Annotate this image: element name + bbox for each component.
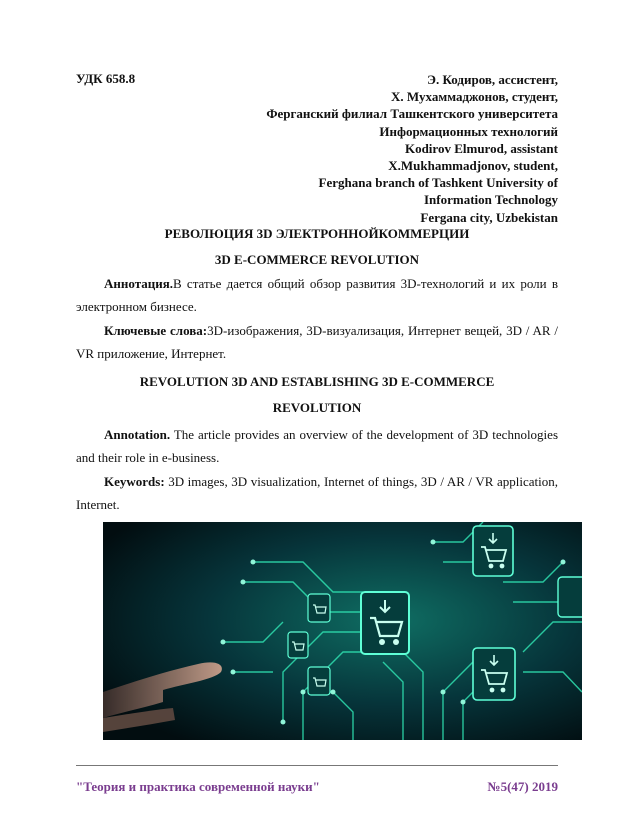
- author-block: [138, 71, 558, 226]
- author-line: Kodirov Elmurod, assistant: [404, 140, 558, 156]
- abstract-label: Аннотация.: [104, 276, 174, 291]
- author-line: Х. Мухаммаджонов, студент,: [391, 89, 558, 105]
- author-line: Ферганский филиал Ташкентского университета: [266, 106, 558, 122]
- author-line: Информационных технологий: [379, 123, 558, 139]
- title-russian: РЕВОЛЮЦИЯ 3D ЭЛЕКТРОННОЙКОММЕРЦИИ: [164, 226, 470, 241]
- author-line: Information Technology: [424, 192, 558, 208]
- abstract-text: В статье дается общий обзор развития 3D-технологий и их роли в электронном бизнесе.: [76, 276, 558, 314]
- keywords-text: 3D-изображения, 3D-визуализация, Интернет вещей, 3D / AR / VR приложение, Интернет.: [76, 323, 558, 361]
- keywords-russian: [76, 319, 558, 365]
- udk-code: УДК 658.8: [76, 71, 136, 86]
- footer-divider: [76, 765, 558, 766]
- abstract-russian: [76, 272, 558, 318]
- issue-number: №5(47) 2019: [487, 779, 558, 794]
- cart-chip-icon: [558, 577, 582, 617]
- cart-chip-icon: [473, 526, 513, 576]
- keywords-en-text: 3D images, 3D visualization, Internet of things, 3D / AR / VR application, Internet.: [76, 474, 558, 512]
- cart-chip-icon: [473, 648, 515, 700]
- title-english: 3D E-COMMERCE REVOLUTION: [214, 252, 420, 267]
- abstract-english: [76, 423, 558, 469]
- annotation-label: Annotation.: [104, 427, 171, 442]
- author-line: Э. Кодиров, ассистент,: [427, 72, 558, 87]
- author-line: Ferghana branch of Tashkent University of: [318, 175, 558, 191]
- cart-chip-icon: [288, 632, 308, 658]
- author-line: X.Mukhammadjonov, student,: [388, 158, 558, 174]
- cart-chip-icon: [308, 667, 330, 695]
- annotation-text: The article provides an overview of the development of 3D technologies and their role in e-business.: [76, 427, 558, 465]
- title-english-full-line2: REVOLUTION: [272, 400, 362, 415]
- cart-chip-icon: [361, 592, 409, 654]
- keywords-english: [76, 470, 558, 516]
- ecommerce-circuit-illustration: [103, 522, 582, 740]
- title-english-full-line1: REVOLUTION 3D AND ESTABLISHING 3D E-COMMERCE: [139, 374, 495, 389]
- journal-name: "Теория и практика современной науки": [76, 779, 320, 794]
- author-line: Fergana city, Uzbekistan: [420, 209, 558, 225]
- keywords-en-label: Keywords:: [104, 474, 165, 489]
- keywords-label: Ключевые слова:: [104, 323, 208, 338]
- cart-chip-icon: [308, 594, 330, 622]
